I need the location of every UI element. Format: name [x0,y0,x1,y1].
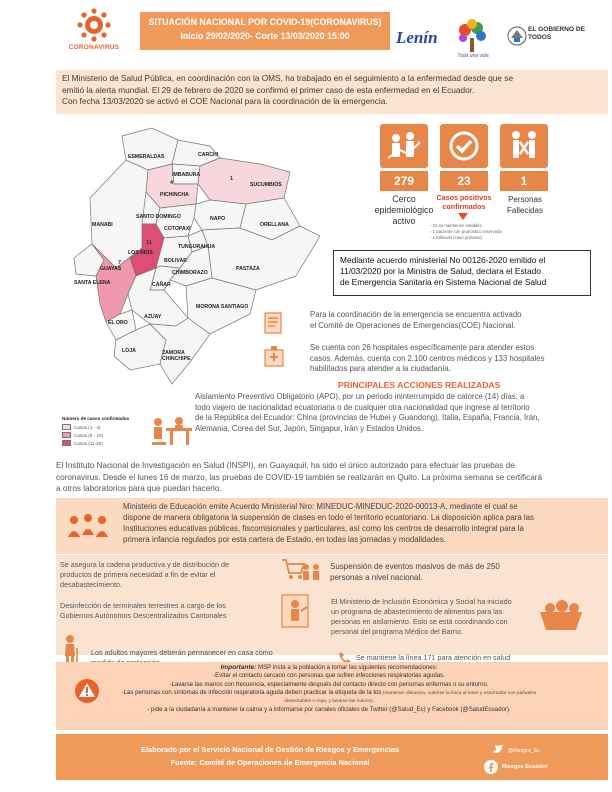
government-logo-text: EL GOBIERNO DE TODOS [528,26,586,41]
important-intro: MSP insta a la población a tomar las siguientes recomendaciones: [256,664,438,671]
page-subtitle: Inicio 29/02/2020- Corte 13/03/2020 15:00 [180,31,350,41]
map-label-azuay: AZUAY [144,314,162,320]
decree-box [333,250,591,296]
recommendation-3: -Las personas con síntomas de infección respiratoria aguda deben practicar la etiqueta de la tos [121,688,382,696]
positivos-notes [430,223,540,242]
map-label-carchi: CARCHI [198,152,219,158]
twitter-handle[interactable]: @Riesgos_Ec [508,748,540,754]
map-label-orellana: ORELLANA [260,222,289,228]
facebook-handle[interactable]: Riesgos Ecuador [502,764,548,770]
map-label-los-rios: LOS RIOS [128,250,153,256]
people-growth-icon [380,124,428,168]
map-label-loja: LOJA [122,348,136,354]
facebook-icon [484,760,498,774]
cerco-value: 279 [380,171,428,191]
education-line-1: Ministerio de Educación emite Acuerdo Ministerial Nro: MINEDUC-MINEDUC-2020-00013-A, mediante el cual se [123,502,518,511]
hospitals-line-3: habilitados para atender a la ciudadanía. [310,364,451,373]
legend-label: Casos (5 - 10) [74,432,104,438]
recommendation-3-detail: (mantener distancia, cubrirse la boca al toser y estornudar con pañuelos [381,690,537,696]
legend-swatch [62,424,71,430]
map-label-pichincha: PICHINCHA [160,192,189,198]
hospitals-line-2: casos. Además, cuenta con 2.100 centros médicos y 133 hospitales [310,353,545,363]
cerco-label: Cerco epidemiológico activo [374,194,434,226]
legend-row [62,431,142,439]
positivos-label: Casos positivos confirmados [436,193,492,211]
note-line: - 1 paciente con pronóstico reservado [430,229,502,235]
disinfection-icon [280,593,310,629]
map-label-guayas: GUAYAS [100,266,122,272]
map-label-chimborazo: CHIMBORAZO [172,270,208,276]
intro-box [56,70,608,114]
supply-line-1: Se asegura la cadena productiva y de distribución de [60,560,230,569]
ecuador-map-svg [60,118,350,393]
fallecidas-label: Personas Fallecidas [506,195,543,215]
map-label-esmeraldas: ESMERALDAS [128,154,165,160]
tree-caption: Toda una vida [457,53,489,59]
arrow-down-icon [458,213,468,220]
coronavirus-logo [62,8,126,58]
inspi-line-1: El Instituto Nacional de Investigación en Salud (INSPI), en Guayaquil, ha sido el único autorizado para efectuar las pruebas de [56,461,515,470]
hospitals-line-1: Se cuenta con 26 hospitales específicamente para atender estos [310,343,535,352]
decree-line-3: de Emergencia Sanitaria en Sistema Nacional de Salud [340,277,547,287]
events-text [330,561,565,583]
map-label-zamora-chinchipe: ZAMORA CHINCHIPE [162,350,191,362]
note-line: - 1 fallecido (caso primario) [430,235,482,241]
map-label-pastaza: PASTAZA [236,266,260,272]
map-label-manabi: MANABI [92,222,113,228]
ecuador-map [60,118,350,393]
inspi-line-2: coronavirus. Desde el lunes 16 de marzo, las pruebas de COVID-19 también se realizarán en Quito. La próxima semana se certificará [56,472,543,482]
hotline-text: Se mantiene la línea 171 para atención en salud [356,653,511,662]
decree-line-2: 11/03/2020 por la Ministra de Salud, declara el Estado [340,266,541,276]
actions-title: PRINCIPALES ACCIONES REALIZADAS [338,380,501,390]
education-line-4: primera infancia regulados por esta cartera de Estado, en todas las jornadas y modalidades. [123,535,446,544]
map-label-morona-santiago: MORONA SANTIAGO [196,304,249,310]
events-line-1: Suspensión de eventos masivos de más de 250 [330,562,500,571]
important-head: Importante: [220,664,257,671]
map-label-santa-elena: SANTA ELENA [74,280,111,286]
lenin-logo: Lenín [396,28,438,47]
recommendation-2: -Lavarse las manos con frecuencia, especialmente después del contacto directo con personas enfermas o su entorno. [169,680,489,688]
tree-logo-icon [455,18,489,54]
legend-label: Casos (1 - 4) [74,424,101,430]
apo-line-3: de la República del Ecuador: China (provincias de Hubei y Guandong), Italia, España, Francia, Irán, [195,413,540,422]
person-x-icon [500,124,548,168]
map-label-cotopaxi: COTOPAXI [164,226,191,232]
document-list-icon [262,311,286,335]
legend-swatch [62,440,71,446]
twitter-icon [492,745,504,755]
inspi-text [56,460,608,495]
footer [56,734,608,780]
map-label-bolivar: BOLIVAR [164,258,187,264]
apo-text [195,392,605,434]
mies-line-4: personal del programa Médico del Barrio. [331,627,463,636]
education-line-3: Instituciones educativas públicas, fiscomisionales y particulares, así como los centros de desarrollo integral para la [123,524,524,533]
food-basket-icon [536,598,586,632]
map-label-el-oro: EL ORO [108,320,128,326]
footer-credit: Elaborado por el Servicio Nacional de Gestión de Riesgos y Emergencias [141,745,399,754]
recommendation-1: -Evitar el contacto cercano con personas que sufren infecciones respiratorias agudas. [213,672,445,680]
terminals-text [60,601,280,621]
coe-line-2: el Comité de Operaciones de Emergencias(COE) Nacional. [310,320,516,330]
apo-line-4: Alemania, Corea del Sur, Japón, Singapur, Irán y Estados Unidos. [195,423,423,433]
recommendation-4: - pide a la ciudadanía a mantener la calma y a informarse por canales oficiales de Twitter (@Salud_Ec) y Facebook (@SaludEcuador). [147,706,511,714]
coe-line-1: Para la coordinación de la emergencia se encuentra activado [310,310,522,319]
note-line: - 21 se mantienen estables [430,223,482,228]
map-count-pichincha: 4 [170,180,174,186]
map-legend [62,416,142,447]
decree-line-1: Mediante acuerdo ministerial No 00126-2020 emitido el [340,255,546,265]
check-circle-icon [440,124,488,168]
intro-line-3: Con fecha 13/03/2020 se activó el COE Nacional para la coordinación de la emergencia. [62,96,388,106]
fallecidas-value: 1 [500,171,548,191]
important-heading-line [64,664,594,672]
map-label-imbabura: IMBABURA [172,172,201,178]
quarantine-people-icon [148,414,196,448]
education-line-2: dispone de manera obligatoria la suspensión de clases en todo el territorio ecuatoriano. La disposición aplica para las [123,513,535,522]
map-label-tungurahua: TUNGURAHUA [178,244,216,250]
intro-line-2: emitió la alerta mundial. El 29 de febrero de 2020 se confirmó el primer caso de esta enfermedad en el Ecuador. [62,84,475,95]
hospital-icon [262,344,286,368]
students-icon [66,513,110,541]
apo-line-1: Aislamiento Preventivo Obligatorio (APO), por un periodo ininterrumpido de catorce (14) días, a [195,392,525,401]
mies-text [331,597,561,637]
intro-line-1: El Ministerio de Salud Pública, en coordinación con la OMS, ha trabajado en el seguimiento a la enfermedad desde que se [62,73,514,83]
map-label-sucumbios: SUCUMBIOS [250,182,282,188]
mies-line-1: El Ministerio de Inclusión Económica y Social ha iniciado [331,597,512,606]
map-count-guayas: 7 [118,260,122,266]
terminals-line-1: Desinfección de terminales terrestres a cargo de los [60,601,226,610]
map-count-los-rios: 11 [146,240,152,246]
events-line-2: personas a nivel nacional. [330,573,423,582]
footer-source: Fuente: Comité de Operaciones de Emergencia Nacional [170,758,370,767]
recommendation-3-detail-2: desechables o ropa, y lavarse las manos). [284,699,374,705]
legend-label: Casos (11-20) [74,440,103,446]
map-label-napo: NAPO [210,216,225,222]
legend-swatch [62,432,71,438]
mies-line-3: personas en aislamiento. Esto se está coordinando con [331,617,508,626]
page-title: SITUACIÓN NACIONAL POR COVID-19(CORONAVIRUS) [148,17,382,27]
virus-icon [77,8,111,42]
legend-row [62,423,142,431]
inspi-line-3: a otros laboratorios para que puedan hacerlo. [56,484,222,493]
logo-text: CORONAVIRUS [68,44,120,51]
elderly-line-1: Los adultos mayores deberán permanecer en casa como [91,648,273,657]
mies-line-2: un programa de abastecimiento de alimentos para las [331,607,503,616]
crowd-icon [300,561,322,583]
map-label-canar: CAÑAR [152,282,171,288]
education-text [123,501,601,545]
hospitals-text [310,343,595,375]
important-text [64,664,594,715]
supply-text [60,560,270,590]
legend-title: Número de casos confirmados [62,416,130,421]
recommendation-3-line [64,689,594,698]
map-label-santo-domingo: SANTO DOMINGO [136,214,181,220]
supply-line-3: desabastecimiento. [60,580,122,589]
title-band [140,12,390,50]
supply-line-2: productos de primera necesidad a fin de evitar el [60,570,216,579]
map-count-sucumbios: 1 [230,176,234,182]
elderly-person-icon [60,634,82,664]
apo-line-2: todo viajero de nacionalidad ecuatoriana o de cualquier otra nacionalidad que ingrese al territorio [195,402,530,412]
terminals-line-2: Gobiernos Autónomos Descentralizados Cantonales [60,611,227,620]
coe-text [310,310,565,331]
legend-row [62,439,142,447]
positivos-value: 23 [440,171,488,191]
